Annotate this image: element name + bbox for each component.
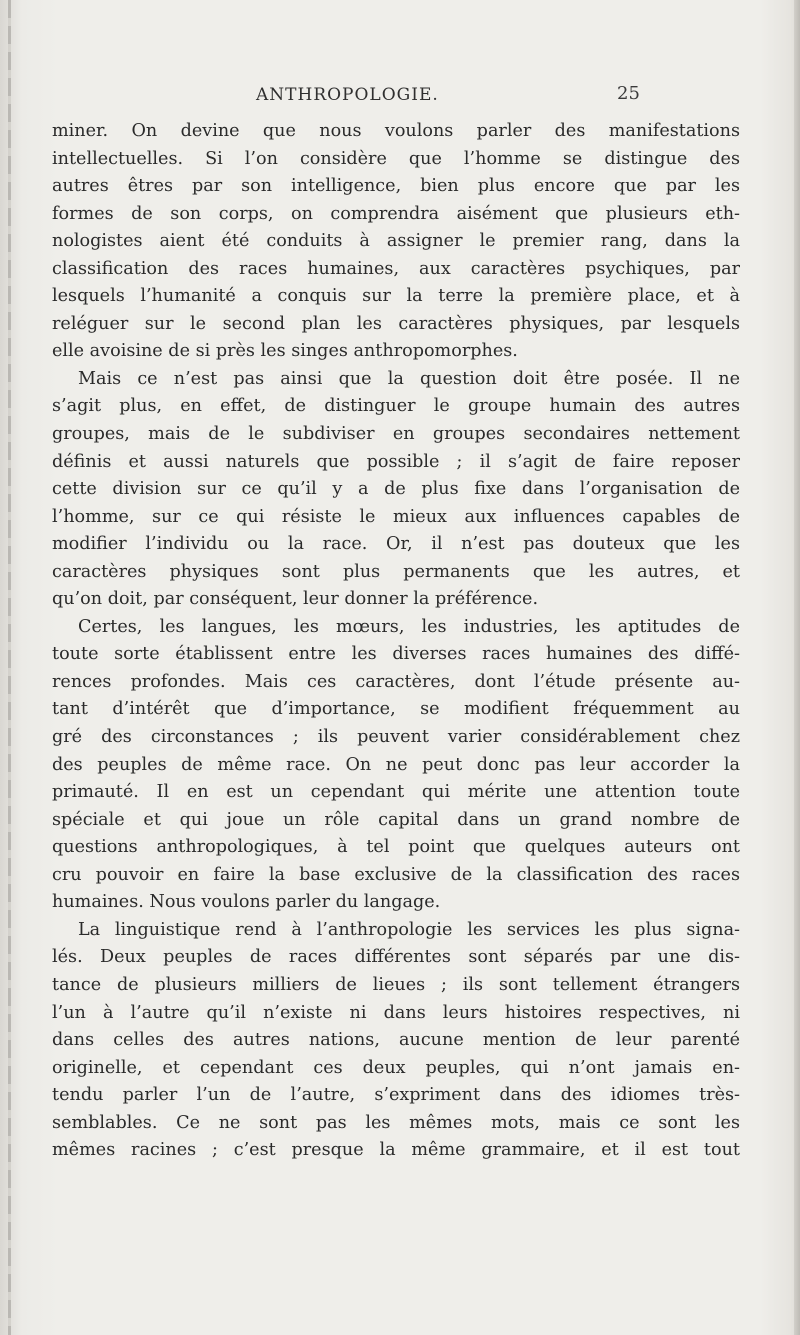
text-line: tant d’intérêt que d’importance, se modifient fréquemment au — [52, 699, 740, 720]
text-line: originelle, et cependant ces deux peuples, qui n’ont jamais en- — [52, 1057, 740, 1078]
text-line: s’agit plus, en effet, de distinguer le groupe humain des autres — [52, 396, 740, 417]
text-line: intellectuelles. Si l’on considère que l’homme se distingue des — [52, 148, 740, 169]
text-line: elle avoisine de si près les singes anthropomorphes. — [52, 341, 518, 362]
text-line: caractères physiques sont plus permanents que les autres, et — [52, 561, 740, 582]
text-line: mêmes racines ; c’est presque la même grammaire, et il est tout — [52, 1140, 740, 1161]
text-line: dans celles des autres nations, aucune mention de leur parenté — [52, 1030, 740, 1051]
paragraph-start-line: Certes, les langues, les mœurs, les industries, les aptitudes de — [78, 616, 740, 637]
text-line: classification des races humaines, aux caractères psychiques, par — [52, 258, 740, 279]
text-line: rences profondes. Mais ces caractères, dont l’étude présente au- — [52, 671, 740, 692]
text-line: qu’on doit, par conséquent, leur donner la préférence. — [52, 589, 539, 610]
text-line: lesquels l’humanité a conquis sur la terre la première place, et à — [52, 286, 740, 307]
text-line: tance de plusieurs milliers de lieues ; ils sont tellement étrangers — [52, 974, 740, 995]
text-line: l’homme, sur ce qui résiste le mieux aux influences capables de — [52, 506, 740, 527]
text-line: semblables. Ce ne sont pas les mêmes mots, mais ce sont les — [52, 1112, 740, 1133]
text-line: modifier l’individu ou la race. Or, il n’est pas douteux que les — [52, 534, 740, 555]
text-line: tendu parler l’un de l’autre, s’expriment dans des idiomes très- — [52, 1085, 740, 1106]
text-line: autres êtres par son intelligence, bien plus encore que par les — [52, 176, 740, 197]
text-line: spéciale et qui joue un rôle capital dans un grand nombre de — [52, 809, 740, 830]
text-line: des peuples de même race. On ne peut donc pas leur accorder la — [52, 754, 740, 775]
text-line: primauté. Il en est un cependant qui mérite une attention toute — [52, 782, 740, 803]
body-text — [52, 118, 740, 1165]
text-line: nologistes aient été conduits à assigner le premier rang, dans la — [52, 231, 740, 252]
running-title: ANTHROPOLOGIE. — [256, 85, 439, 105]
text-line: gré des circonstances ; ils peuvent varier considérablement chez — [52, 727, 740, 748]
text-line: questions anthropologiques, à tel point que quelques auteurs ont — [52, 837, 740, 858]
paragraph-start-line: Mais ce n’est pas ainsi que la question doit être posée. Il ne — [78, 368, 740, 389]
page-binding-edge — [8, 0, 11, 1335]
page-number: 25 — [617, 83, 640, 104]
page-right-edge — [794, 0, 800, 1335]
text-line: définis et aussi naturels que possible ; il s’agit de faire reposer — [52, 451, 740, 472]
text-line: lés. Deux peuples de races différentes sont séparés par une dis- — [52, 947, 740, 968]
text-line: groupes, mais de le subdiviser en groupes secondaires nettement — [52, 424, 740, 445]
text-line: toute sorte établissent entre les diverses races humaines des diffé- — [52, 644, 740, 665]
text-line: formes de son corps, on comprendra aisément que plusieurs eth- — [52, 203, 740, 224]
text-line: reléguer sur le second plan les caractères physiques, par lesquels — [52, 313, 740, 334]
text-line: l’un à l’autre qu’il n’existe ni dans leurs histoires respectives, ni — [52, 1002, 740, 1023]
paragraph-start-line: La linguistique rend à l’anthropologie les services les plus signa- — [78, 919, 740, 940]
text-line: miner. On devine que nous voulons parler des manifestations — [52, 121, 740, 141]
text-line: cette division sur ce qu’il y a de plus fixe dans l’organisation de — [52, 479, 740, 500]
text-line: humaines. Nous voulons parler du langage. — [52, 892, 441, 913]
text-line: cru pouvoir en faire la base exclusive de la classification des races — [52, 864, 740, 885]
